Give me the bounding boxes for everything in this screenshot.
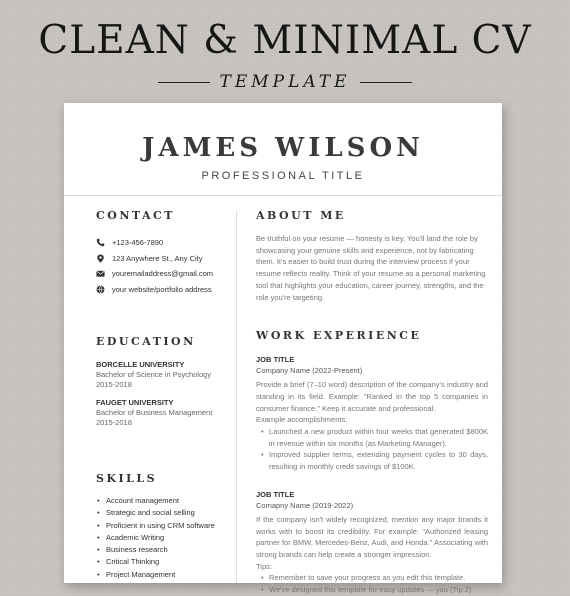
job-company: Company Name (2022-Present) [256,366,363,376]
contact-email [96,266,228,282]
resume-page [64,103,502,595]
job-bullet: • Improved supplier terms, extending payment cycles to 30 days, resulting in monthly credit savings of $100K. [269,449,488,472]
skills-list [96,495,228,581]
envelope-icon [96,269,105,278]
job-bullet: • Launched a new product within four weeks that generated $800K in revenue within six months (as Marketing Manager). [269,426,488,449]
contact-phone [96,235,228,251]
skill-item: • Strategic and social selling [106,507,228,519]
contact-website [96,282,228,298]
divider-line-left [158,82,210,83]
job-accomplishments [256,426,488,473]
header-divider [64,195,502,196]
skill-item: • Proficient in using CRM software [106,520,228,532]
contact-address-text: 123 Anywhere St., Any City [112,253,203,263]
job-description: If the company isn't widely recognized, mention any major brands it works with to boost its credibility. For example: "Authorized leasing partner for BMW, Mercedes-Benz, Audi, and Honda." Associating with strong brands can help create a stronger impression. [256,514,488,559]
contact-address [96,251,228,267]
education-degree: Bachelor of Science in Psychology [96,370,212,379]
contact-list [96,235,228,297]
contact-heading: CONTACT [96,209,175,222]
job-bullet: • We've designed this template for easy updates — you (Tip 2) [269,584,488,596]
education-school: BORCELLE UNIVERSITY [96,360,185,369]
banner-subtitle-row [0,72,570,92]
job-bullet: • Remember to save your progress as you edit this template. [269,572,488,584]
skill-item: • Business research [106,544,228,556]
about-heading: ABOUT ME [256,209,346,222]
resume-name: JAMES WILSON [142,133,424,163]
education-entry [96,398,228,428]
professional-title: PROFESSIONAL TITLE [201,170,365,182]
right-column [256,209,488,596]
skill-item: • Critical Thinking [106,556,228,568]
job-entry [256,489,488,596]
left-column [96,209,228,581]
skill-item: • Project Management [106,569,228,581]
job-company: Comapny Name (2019-2022) [256,500,354,510]
banner-title: CLEAN & MINIMAL CV [38,18,532,63]
education-years: 2015-2018 [96,418,132,427]
skills-heading: SKILLS [96,472,158,485]
contact-phone-text: +123-456-7890 [112,238,164,248]
about-text: Be truthful on your resume — honesty is key. You'll land the role by showcasing your genuine skills and experience, not by fabricating them. It's easier to build trust during the interview process if your resume reflects reality. Think of your resume as a personal marketing tool that highlights your education, career journey, strengths, and the role you're targeting. [256,234,486,302]
job-entry [256,354,488,473]
phone-icon [96,238,105,247]
contact-email-text: youremailaddress@gmail.com [112,269,213,279]
globe-icon [96,285,105,294]
divider-line-right [360,82,412,83]
job-description: Provide a brief (7–10 word) description of the company's industry and standing in its field. Example: "Ranked in the top 5 companies in consumer finance." Keep it accurate and professional. [256,380,488,413]
job-tips [256,572,488,595]
contact-website-text: your website/portfolio address [112,284,212,294]
skill-item: • Account management [106,495,228,507]
job-list-label: Tips: [256,561,272,571]
education-entry [96,360,228,390]
column-divider [236,211,237,583]
education-school: FAUGET UNIVERSITY [96,398,174,407]
education-degree: Bachelor of Business Management [96,408,213,417]
education-years: 2015-2018 [96,380,132,389]
work-experience-heading: WORK EXPERIENCE [256,329,422,343]
job-title: JOB TITLE [256,489,295,499]
skill-item: • Academic Writing [106,532,228,544]
location-pin-icon [96,254,105,263]
education-heading: EDUCATION [96,335,196,348]
banner-subtitle: TEMPLATE [219,72,351,92]
job-list-label: Example accomplishments: [256,415,348,425]
job-title: JOB TITLE [256,355,295,365]
